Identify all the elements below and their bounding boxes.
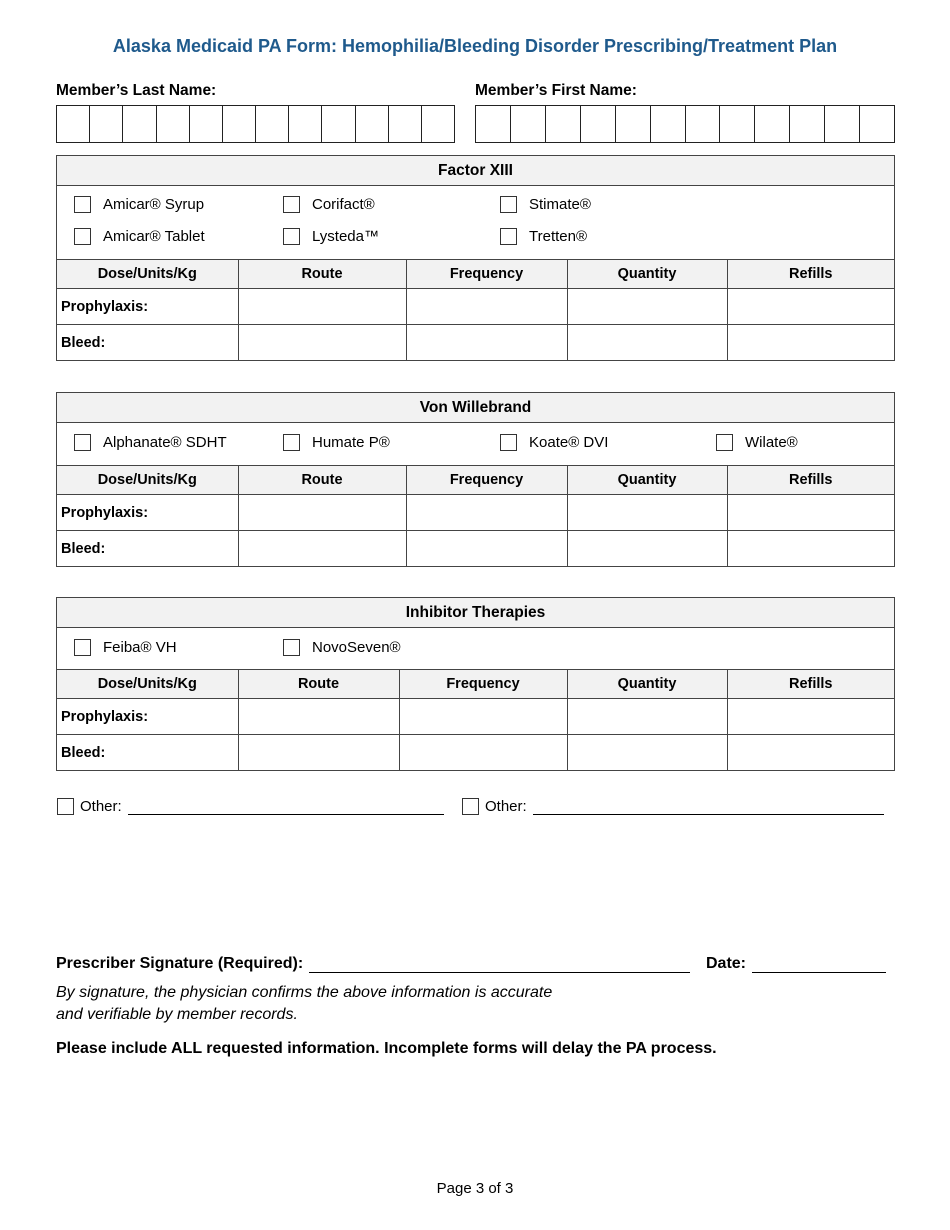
- form-title: Alaska Medicaid PA Form: Hemophilia/Bleeding Disorder Prescribing/Treatment Plan: [112, 36, 838, 56]
- frequency-cell[interactable]: [406, 531, 567, 567]
- checkbox[interactable]: [283, 228, 300, 245]
- route-cell[interactable]: [238, 495, 406, 531]
- other-option-2[interactable]: [462, 798, 884, 815]
- checkbox[interactable]: [716, 434, 733, 451]
- letter-box[interactable]: [322, 106, 355, 142]
- header-quantity: Quantity: [567, 466, 727, 495]
- von-willebrand-section: [56, 392, 895, 567]
- date-field[interactable]: [752, 956, 886, 973]
- other-input-2[interactable]: [533, 798, 884, 815]
- wilate-option[interactable]: Wilate®: [716, 434, 798, 451]
- factor-xiii-title: Factor XIII: [57, 156, 894, 186]
- signature-row: [56, 955, 690, 973]
- quantity-cell[interactable]: [567, 699, 727, 735]
- route-cell[interactable]: [238, 735, 399, 771]
- date-label: Date:: [706, 955, 747, 972]
- lysteda-option[interactable]: Lysteda™: [283, 228, 379, 245]
- letter-box[interactable]: [356, 106, 389, 142]
- humate-p-option[interactable]: Humate P®: [283, 434, 390, 451]
- letter-box[interactable]: [289, 106, 322, 142]
- refills-cell[interactable]: [727, 699, 894, 735]
- last-name-field[interactable]: [56, 105, 455, 143]
- checkbox[interactable]: [500, 434, 517, 451]
- checkbox[interactable]: [74, 196, 91, 213]
- signature-field[interactable]: [309, 956, 690, 973]
- letter-box[interactable]: [546, 106, 581, 142]
- letter-box[interactable]: [90, 106, 123, 142]
- letter-box[interactable]: [223, 106, 256, 142]
- quantity-cell[interactable]: [567, 495, 727, 531]
- letter-box[interactable]: [825, 106, 860, 142]
- factor-xiii-section: [56, 155, 895, 361]
- letter-box[interactable]: [755, 106, 790, 142]
- last-name-label: Member’s Last Name:: [56, 82, 217, 99]
- letter-box[interactable]: [476, 106, 511, 142]
- header-frequency: Frequency: [406, 466, 567, 495]
- other-label-2: Other:: [485, 798, 527, 815]
- stimate-option[interactable]: Stimate®: [500, 196, 591, 213]
- letter-box[interactable]: [123, 106, 156, 142]
- route-cell[interactable]: [238, 699, 399, 735]
- frequency-cell[interactable]: [399, 735, 567, 771]
- other-input-1[interactable]: [128, 798, 444, 815]
- header-frequency: Frequency: [399, 670, 567, 699]
- letter-box[interactable]: [256, 106, 289, 142]
- header-quantity: Quantity: [567, 260, 727, 289]
- refills-cell[interactable]: [727, 735, 894, 771]
- checkbox[interactable]: [74, 639, 91, 656]
- alphanate-option[interactable]: Alphanate® SDHT: [74, 434, 227, 451]
- frequency-cell[interactable]: [406, 495, 567, 531]
- refills-cell[interactable]: [727, 495, 894, 531]
- letter-box[interactable]: [57, 106, 90, 142]
- inhibitor-therapies-section: [56, 597, 895, 771]
- tretten-option[interactable]: Tretten®: [500, 228, 587, 245]
- row-label-prophylaxis: Prophylaxis:: [57, 289, 238, 325]
- quantity-cell[interactable]: [567, 735, 727, 771]
- signature-note: By signature, the physician confirms the above information is accurate and verifiable by member records.: [56, 984, 553, 1023]
- first-name-field[interactable]: [475, 105, 895, 143]
- frequency-cell[interactable]: [399, 699, 567, 735]
- inhibitor-therapies-title: Inhibitor Therapies: [57, 598, 894, 628]
- row-label-bleed: Bleed:: [57, 325, 238, 361]
- checkbox[interactable]: [500, 196, 517, 213]
- corifact-option[interactable]: Corifact®: [283, 196, 375, 213]
- route-cell[interactable]: [238, 531, 406, 567]
- table-row: [57, 325, 894, 361]
- header-route: Route: [238, 670, 399, 699]
- header-route: Route: [238, 260, 406, 289]
- incomplete-warning: Please include ALL requested information. Incomplete forms will delay the PA process.: [56, 1040, 717, 1057]
- checkbox[interactable]: [283, 434, 300, 451]
- quantity-cell[interactable]: [567, 325, 727, 361]
- row-label-bleed: Bleed:: [57, 735, 238, 771]
- route-cell[interactable]: [238, 289, 406, 325]
- letter-box[interactable]: [157, 106, 190, 142]
- checkbox[interactable]: [57, 798, 74, 815]
- checkbox[interactable]: [500, 228, 517, 245]
- table-row: [57, 495, 894, 531]
- von-willebrand-title: Von Willebrand: [57, 393, 894, 423]
- page-number: Page 3 of 3: [436, 1180, 514, 1197]
- header-refills: Refills: [727, 260, 894, 289]
- refills-cell[interactable]: [727, 289, 894, 325]
- letter-box[interactable]: [651, 106, 686, 142]
- letter-box[interactable]: [422, 106, 454, 142]
- row-label-prophylaxis: Prophylaxis:: [57, 699, 238, 735]
- first-name-label: Member’s First Name:: [475, 82, 637, 99]
- amicar-syrup-option[interactable]: Amicar® Syrup: [74, 196, 204, 213]
- letter-box[interactable]: [790, 106, 825, 142]
- row-label-bleed: Bleed:: [57, 531, 238, 567]
- row-label-prophylaxis: Prophylaxis:: [57, 495, 238, 531]
- refills-cell[interactable]: [727, 325, 894, 361]
- frequency-cell[interactable]: [406, 289, 567, 325]
- other-label-1: Other:: [80, 798, 122, 815]
- letter-box[interactable]: [511, 106, 546, 142]
- table-row: [57, 531, 894, 567]
- header-dose: Dose/Units/Kg: [57, 260, 238, 289]
- checkbox[interactable]: [462, 798, 479, 815]
- refills-cell[interactable]: [727, 531, 894, 567]
- koate-dvi-option[interactable]: Koate® DVI: [500, 434, 608, 451]
- feiba-option[interactable]: Feiba® VH: [74, 639, 177, 656]
- checkbox[interactable]: [283, 196, 300, 213]
- header-route: Route: [238, 466, 406, 495]
- quantity-cell[interactable]: [567, 531, 727, 567]
- frequency-cell[interactable]: [406, 325, 567, 361]
- date-row: [706, 955, 886, 973]
- letter-box[interactable]: [616, 106, 651, 142]
- header-frequency: Frequency: [406, 260, 567, 289]
- von-willebrand-dosing-table: [57, 466, 894, 566]
- letter-box[interactable]: [860, 106, 894, 142]
- inhibitor-dosing-table: [57, 670, 894, 770]
- checkbox[interactable]: [74, 228, 91, 245]
- table-row: [57, 289, 894, 325]
- table-row: [57, 699, 894, 735]
- quantity-cell[interactable]: [567, 289, 727, 325]
- factor-xiii-dosing-table: [57, 260, 894, 360]
- header-refills: Refills: [727, 670, 894, 699]
- checkbox[interactable]: [283, 639, 300, 656]
- letter-box[interactable]: [389, 106, 422, 142]
- header-refills: Refills: [727, 466, 894, 495]
- header-quantity: Quantity: [567, 670, 727, 699]
- header-dose: Dose/Units/Kg: [57, 670, 238, 699]
- signature-label: Prescriber Signature (Required):: [56, 955, 304, 972]
- letter-box[interactable]: [720, 106, 755, 142]
- letter-box[interactable]: [686, 106, 721, 142]
- letter-box[interactable]: [581, 106, 616, 142]
- checkbox[interactable]: [74, 434, 91, 451]
- other-option-1[interactable]: [57, 798, 444, 815]
- header-dose: Dose/Units/Kg: [57, 466, 238, 495]
- amicar-tablet-option[interactable]: Amicar® Tablet: [74, 228, 205, 245]
- route-cell[interactable]: [238, 325, 406, 361]
- letter-box[interactable]: [190, 106, 223, 142]
- novoseven-option[interactable]: NovoSeven®: [283, 639, 401, 656]
- table-row: [57, 735, 894, 771]
